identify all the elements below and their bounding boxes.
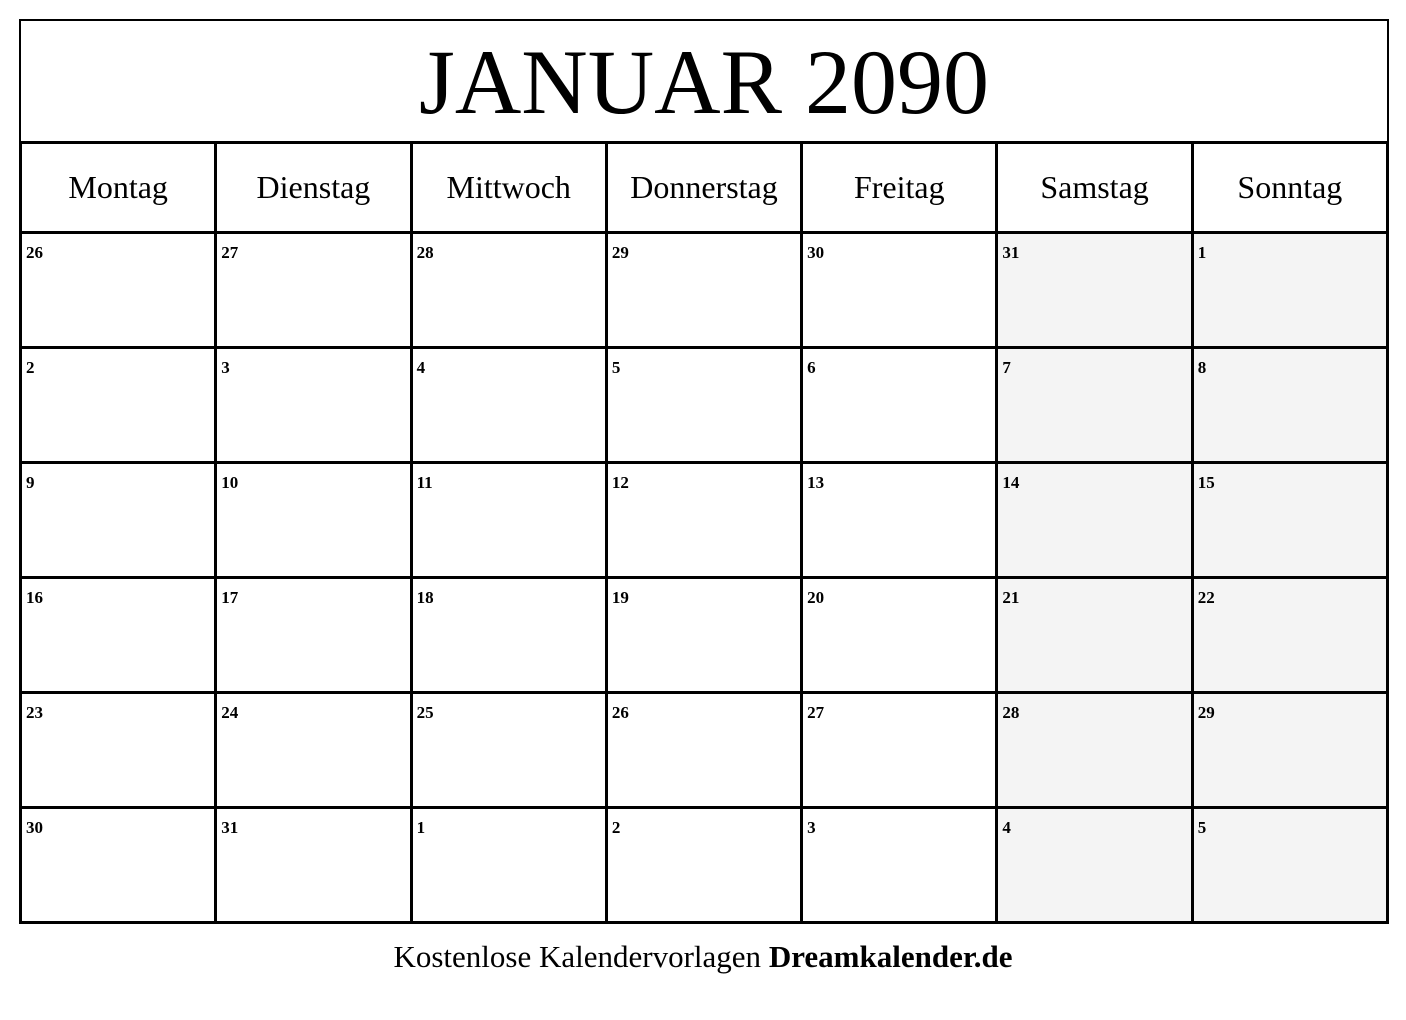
day-number: 14 — [1002, 473, 1020, 492]
day-number: 2 — [611, 818, 621, 837]
day-number: 27 — [807, 703, 825, 722]
day-cell[interactable] — [411, 808, 606, 923]
day-number: 5 — [1197, 818, 1207, 837]
day-number: 28 — [1002, 703, 1020, 722]
day-number: 18 — [416, 588, 434, 607]
weekday-header: Donnerstag — [606, 143, 801, 233]
day-number: 29 — [611, 243, 629, 262]
week-row — [21, 233, 1388, 348]
day-cell[interactable] — [802, 808, 997, 923]
footer-brand-link[interactable]: Dreamkalender.de — [768, 939, 1013, 974]
day-cell[interactable] — [606, 808, 801, 923]
day-cell[interactable] — [802, 233, 997, 348]
day-number: 17 — [221, 588, 239, 607]
day-cell[interactable] — [802, 348, 997, 463]
weekend-day-cell[interactable] — [997, 693, 1192, 808]
day-number: 4 — [1002, 818, 1011, 837]
day-number: 5 — [611, 358, 621, 377]
day-cell[interactable] — [606, 233, 801, 348]
day-cell[interactable] — [21, 578, 216, 693]
week-row — [21, 463, 1388, 578]
day-number: 21 — [1002, 588, 1020, 607]
day-number: 31 — [1002, 243, 1020, 262]
weekday-header: Mittwoch — [411, 143, 606, 233]
day-cell[interactable] — [606, 693, 801, 808]
weekday-header: Freitag — [802, 143, 997, 233]
day-cell[interactable] — [606, 348, 801, 463]
calendar-grid — [19, 141, 1389, 924]
weekend-day-cell[interactable] — [997, 463, 1192, 578]
day-number: 24 — [221, 703, 239, 722]
day-number: 20 — [807, 588, 825, 607]
day-number: 28 — [416, 243, 434, 262]
day-number: 15 — [1197, 473, 1215, 492]
weekday-header: Montag — [21, 143, 216, 233]
weekend-day-cell[interactable] — [1192, 348, 1387, 463]
day-cell[interactable] — [21, 348, 216, 463]
day-number: 13 — [807, 473, 825, 492]
day-number: 29 — [1197, 703, 1215, 722]
day-cell[interactable] — [606, 578, 801, 693]
day-number: 1 — [1197, 243, 1207, 262]
day-cell[interactable] — [21, 233, 216, 348]
weekend-day-cell[interactable] — [1192, 463, 1387, 578]
day-cell[interactable] — [21, 693, 216, 808]
weekend-day-cell[interactable] — [1192, 233, 1387, 348]
day-number: 16 — [26, 588, 43, 607]
day-number: 8 — [1197, 358, 1207, 377]
week-row — [21, 808, 1388, 923]
day-cell[interactable] — [216, 693, 411, 808]
day-cell[interactable] — [411, 693, 606, 808]
day-number: 6 — [807, 358, 816, 377]
day-number: 11 — [416, 473, 433, 492]
day-number: 31 — [221, 818, 239, 837]
week-row — [21, 348, 1388, 463]
day-number: 7 — [1002, 358, 1011, 377]
day-cell[interactable] — [802, 578, 997, 693]
day-number: 25 — [416, 703, 434, 722]
day-number: 9 — [26, 473, 35, 492]
weekend-day-cell[interactable] — [997, 578, 1192, 693]
day-cell[interactable] — [216, 348, 411, 463]
day-number: 22 — [1197, 588, 1215, 607]
day-number: 19 — [611, 588, 629, 607]
weekday-header: Sonntag — [1192, 143, 1387, 233]
day-number: 30 — [26, 818, 43, 837]
weekday-header: Dienstag — [216, 143, 411, 233]
day-cell[interactable] — [411, 463, 606, 578]
title-box — [19, 19, 1389, 141]
day-number: 3 — [221, 358, 230, 377]
weekend-day-cell[interactable] — [997, 808, 1192, 923]
calendar-title: JANUAR 2090 — [419, 31, 989, 133]
week-row — [21, 693, 1388, 808]
day-number: 12 — [611, 473, 629, 492]
weekend-day-cell[interactable] — [997, 348, 1192, 463]
day-cell[interactable] — [21, 463, 216, 578]
day-number: 4 — [416, 358, 426, 377]
weekend-day-cell[interactable] — [1192, 808, 1387, 923]
day-number: 23 — [26, 703, 43, 722]
calendar — [19, 19, 1389, 924]
day-number: 3 — [807, 818, 816, 837]
day-number: 1 — [416, 818, 426, 837]
day-cell[interactable] — [21, 808, 216, 923]
day-cell[interactable] — [411, 578, 606, 693]
day-number: 2 — [26, 358, 35, 377]
weekend-day-cell[interactable] — [997, 233, 1192, 348]
day-cell[interactable] — [216, 578, 411, 693]
weekend-day-cell[interactable] — [1192, 578, 1387, 693]
weekday-header-row — [21, 143, 1388, 233]
day-number: 10 — [221, 473, 239, 492]
day-cell[interactable] — [216, 233, 411, 348]
day-cell[interactable] — [216, 808, 411, 923]
weekday-header: Samstag — [997, 143, 1192, 233]
day-number: 26 — [26, 243, 43, 262]
day-cell[interactable] — [606, 463, 801, 578]
footer — [0, 938, 1406, 975]
day-number: 30 — [807, 243, 825, 262]
day-cell[interactable] — [411, 348, 606, 463]
day-cell[interactable] — [802, 693, 997, 808]
day-cell[interactable] — [802, 463, 997, 578]
week-row — [21, 578, 1388, 693]
day-number: 26 — [611, 703, 629, 722]
day-cell[interactable] — [216, 463, 411, 578]
footer-text: Kostenlose Kalendervorlagen — [393, 939, 762, 974]
weekend-day-cell[interactable] — [1192, 693, 1387, 808]
day-number: 27 — [221, 243, 239, 262]
day-cell[interactable] — [411, 233, 606, 348]
